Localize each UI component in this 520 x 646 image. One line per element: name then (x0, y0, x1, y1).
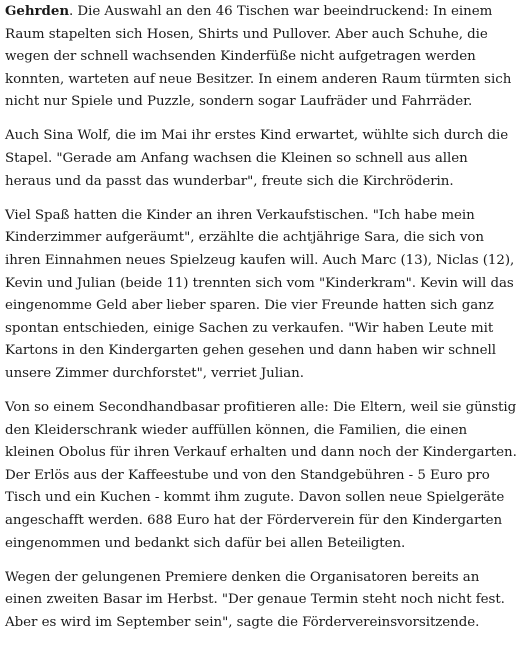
article-paragraph: Wegen der gelungenen Premiere denken die Organisatoren bereits an einen zweiten Basar im Herbst. "Der genaue Termin steht noch nicht fest. Aber es wird im September sein", sagte die Fördervereinsvorsitzende. (5, 569, 505, 630)
article-lead-paragraph (5, 0, 517, 114)
article-dateline: Gehrden (5, 3, 70, 19)
article-paragraph: Von so einem Secondhandbasar profitieren alle: Die Eltern, weil sie günstig den Kleiderschrank wieder auffüllen können, die Familien, die einen kleinen Obolus für ihren Verkauf erhalten und dann noch der Kindergarten. Der Erlös aus der Kaffeestube und von den Standgebühren - 5 Euro pro Tisch und ein Kuchen - kommt ihm zugute. Davon sollen neue Spielgeräte angeschafft werden. 688 Euro hat der Förderverein für den Kindergarten eingenommen und bedankt sich dafür bei allen Beteiligten. (5, 400, 517, 551)
article-body (5, 0, 517, 646)
article-paragraph: Viel Spaß hatten die Kinder an ihren Verkaufstischen. "Ich habe mein Kinderzimmer aufgeräumt", erzählte die achtjährige Sara, die sich von ihren Einnahmen neues Spielzeug kaufen will. Auch Marc (13), Niclas (12), Kevin und Julian (beide 11) trennten sich vom "Kinderkram". Kevin will das eingenomme Geld aber lieber sparen. Die vier Freunde hatten sich ganz spontan entschieden, einige Sachen zu verkaufen. "Wir haben Leute mit Kartons in den Kindergarten gehen gesehen und dann haben wir schnell unsere Zimmer durchforstet", verriet Julian. (5, 207, 515, 381)
article-lead-text: . Die Auswahl an den 46 Tischen war beeindruckend: In einem Raum stapelten sich Hosen, Shirts und Pullover. Aber auch Schuhe, die wegen der schnell wachsenden Kinderfüße nicht aufgetragen werden konnten, warteten auf neue Besitzer. In einem anderen Raum türmten sich nicht nur Spiele und Puzzle, sondern sogar Laufräder und Fahrräder. (5, 4, 512, 110)
article-paragraph: Auch Sina Wolf, die im Mai ihr erstes Kind erwartet, wühlte sich durch die Stapel. "Gerade am Anfang wachsen die Kleinen so schnell aus allen heraus und da passt das wunderbar", freute sich die Kirchröderin. (5, 128, 509, 189)
